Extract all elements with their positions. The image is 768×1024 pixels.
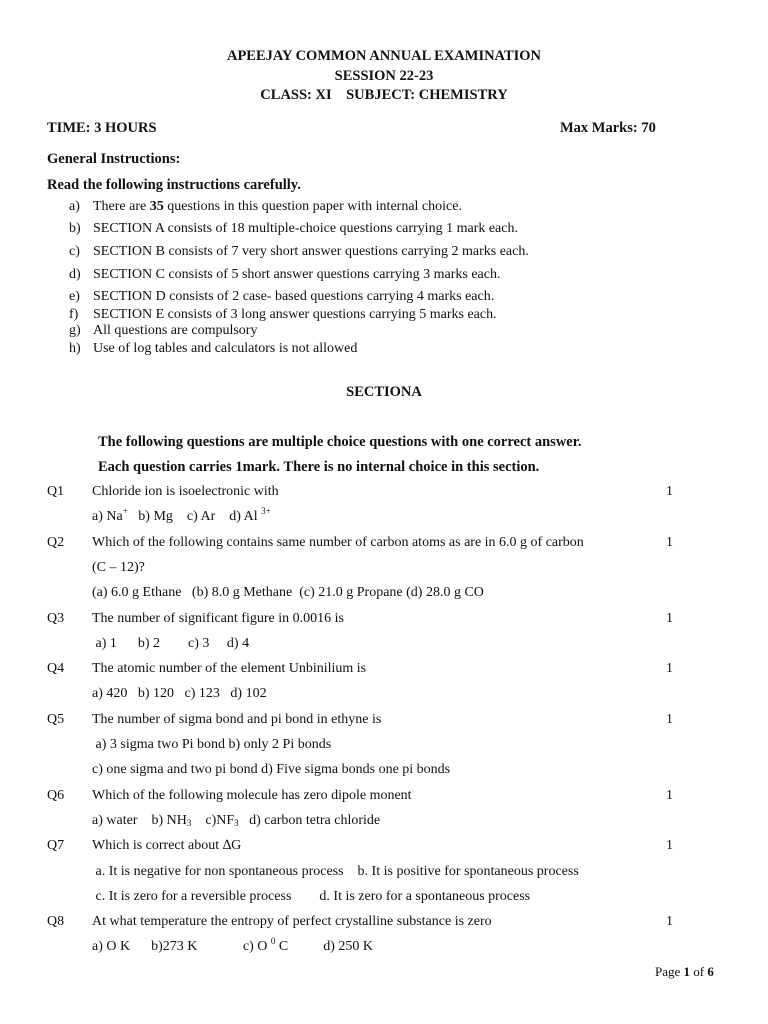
instruction-letter: g) (69, 323, 81, 338)
option-text: a) Na (92, 509, 123, 524)
question-text: At what temperature the entropy of perfect crystalline substance is zero (92, 914, 492, 929)
option-text: c)NF (191, 813, 235, 828)
instruction-letter: h) (69, 341, 81, 356)
superscript: + (122, 506, 128, 516)
instruction-text: SECTION D consists of 2 case- based questions carrying 4 marks each. (93, 289, 495, 304)
question-row (0, 484, 768, 504)
instruction-letter: d) (69, 267, 81, 282)
question-options: a) 1 b) 2 c) 3 d) 4 (92, 636, 250, 651)
question-text: Chloride ion is isoelectronic with (92, 484, 279, 499)
question-options: c) one sigma and two pi bond d) Five sigma bonds one pi bonds (92, 762, 451, 777)
instruction-item (0, 244, 768, 264)
option-text: b) Mg c) Ar d) Al (127, 509, 262, 524)
superscript: 3+ (261, 506, 271, 516)
question-text: The atomic number of the element Unbinilium is (92, 661, 367, 676)
question-number: Q6 (47, 788, 65, 803)
option-text: a) water b) NH (92, 813, 187, 828)
question-mark: 1 (666, 914, 673, 929)
question-row (0, 661, 768, 681)
question-options (92, 813, 380, 829)
question-options: a) 3 sigma two Pi bond b) only 2 Pi bonds (92, 737, 332, 752)
question-text: Which of the following molecule has zero dipole monent (92, 788, 412, 803)
question-options: a. It is negative for non spontaneous process b. It is positive for spontaneous process (92, 864, 579, 879)
page-label: Page (655, 964, 684, 979)
question-text: The number of sigma bond and pi bond in ethyne is (92, 712, 382, 727)
question-mark: 1 (666, 712, 673, 727)
instructions-subtitle: Read the following instructions carefully. (47, 177, 301, 193)
question-row (0, 788, 768, 808)
instruction-text-pre: There are (93, 199, 150, 214)
subscript: 3 (186, 818, 192, 828)
subscript: 3 (234, 818, 239, 828)
option-text: d) carbon tetra chloride (238, 813, 381, 828)
question-row (0, 611, 768, 631)
page-of-label: of (690, 964, 708, 979)
question-row (0, 914, 768, 934)
question-row (0, 838, 768, 858)
instruction-letter: b) (69, 221, 81, 236)
instruction-letter: a) (69, 199, 80, 214)
question-options: a) 420 b) 120 c) 123 d) 102 (92, 686, 267, 701)
instruction-letter: c) (69, 244, 80, 259)
superscript: 0 (270, 936, 276, 946)
question-options: c. It is zero for a reversible process d. It is zero for a spontaneous process (92, 889, 531, 904)
question-number: Q5 (47, 712, 65, 727)
question-options (92, 936, 373, 955)
class-subject-line: CLASS: XI SUBJECT: CHEMISTRY (260, 87, 508, 103)
exam-title: APEEJAY COMMON ANNUAL EXAMINATION (226, 48, 542, 64)
question-number: Q2 (47, 535, 65, 550)
section-note-2: Each question carries 1mark. There is no internal choice in this section. (98, 459, 540, 475)
instruction-item (0, 341, 768, 361)
general-instructions-title: General Instructions: (47, 151, 181, 167)
max-marks-label: Max Marks: 70 (560, 120, 656, 136)
section-title: SECTIONA (346, 384, 422, 400)
question-number: Q7 (47, 838, 65, 853)
time-label: TIME: 3 HOURS (47, 120, 157, 136)
page-total: 6 (707, 964, 714, 979)
question-row (0, 712, 768, 732)
instruction-text: SECTION A consists of 18 multiple-choice questions carrying 1 mark each. (93, 221, 518, 236)
option-text: C d) 250 K (275, 939, 373, 954)
question-text-continued: (C – 12)? (92, 560, 145, 575)
page-number (655, 964, 714, 980)
option-text: a) O K b)273 K c) O (92, 939, 271, 954)
instruction-text-post: questions in this question paper with internal choice. (163, 199, 462, 214)
session-line: SESSION 22-23 (334, 68, 434, 84)
question-options (92, 506, 271, 525)
instruction-item (0, 267, 768, 287)
question-mark: 1 (666, 611, 673, 626)
question-row (0, 535, 768, 555)
question-mark: 1 (666, 535, 673, 550)
instruction-text: SECTION B consists of 7 very short answer questions carrying 2 marks each. (93, 244, 529, 259)
question-mark: 1 (666, 838, 673, 853)
question-number: Q1 (47, 484, 65, 499)
question-text: Which is correct about ∆G (92, 838, 242, 853)
question-mark: 1 (666, 661, 673, 676)
section-note-1: The following questions are multiple choice questions with one correct answer. (98, 434, 582, 450)
instruction-text: SECTION C consists of 5 short answer questions carrying 3 marks each. (93, 267, 501, 282)
question-text: Which of the following contains same number of carbon atoms as are in 6.0 g of carbon (92, 535, 584, 550)
instruction-letter: e) (69, 289, 80, 304)
instruction-item (0, 199, 768, 219)
instruction-item (0, 221, 768, 241)
question-number: Q4 (47, 661, 65, 676)
instruction-text: All questions are compulsory (93, 323, 258, 338)
page-current: 1 (683, 964, 691, 979)
question-mark: 1 (666, 484, 673, 499)
question-text: The number of significant figure in 0.0016 is (92, 611, 344, 626)
question-count: 35 (149, 199, 164, 214)
instruction-letter: f) (69, 307, 79, 322)
instruction-text: Use of log tables and calculators is not allowed (93, 341, 358, 356)
instruction-text (93, 199, 462, 215)
instruction-text: SECTION E consists of 3 long answer questions carrying 5 marks each. (93, 307, 497, 322)
instruction-item (0, 323, 768, 343)
question-number: Q8 (47, 914, 65, 929)
question-mark: 1 (666, 788, 673, 803)
instruction-item (0, 289, 768, 309)
question-number: Q3 (47, 611, 65, 626)
question-options: (a) 6.0 g Ethane (b) 8.0 g Methane (c) 21.0 g Propane (d) 28.0 g CO (92, 585, 484, 600)
